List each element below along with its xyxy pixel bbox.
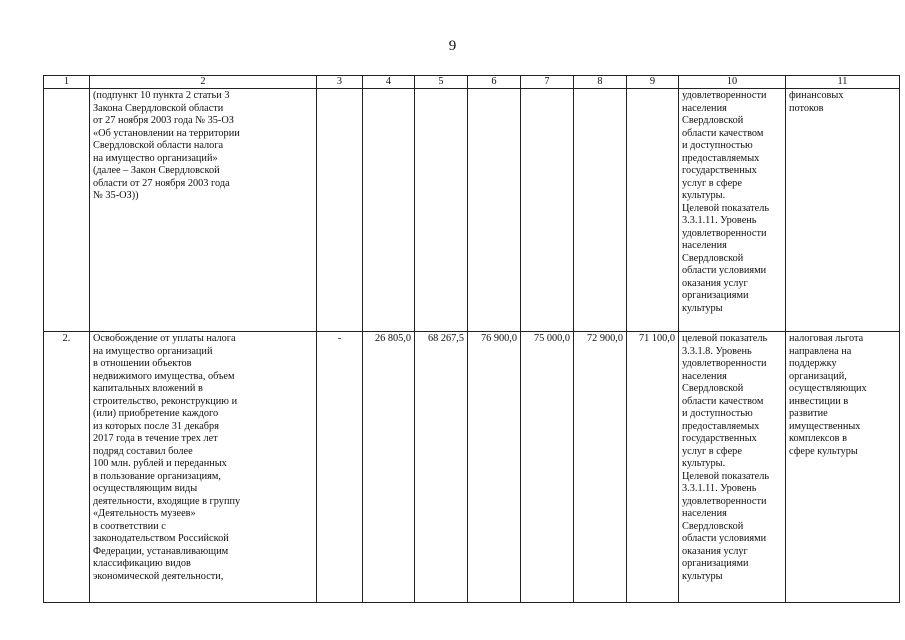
column-header: 8 bbox=[574, 76, 627, 89]
value-cell bbox=[415, 89, 468, 332]
column-header: 6 bbox=[468, 76, 521, 89]
column-header: 5 bbox=[415, 76, 468, 89]
description-cell: Освобождение от уплаты налога на имущество организаций в отношении объектов недвижимого имущества, объем капитальных вложений в строительство, реконструкцию и (или) приобретение каждого из которых после 31 декабря 2017 года в течение трех лет подряд составил более 100 млн. рублей и переданных в пользование организациям, осуществляющим виды деятельности, входящие в группу «Деятельность музеев» в соответствии с законодательством Российской Федерации, устанавливающим классификацию видов экономической деятельности, bbox=[90, 332, 317, 603]
row-number-cell: 2. bbox=[44, 332, 90, 603]
value-cell: - bbox=[317, 332, 363, 603]
value-cell bbox=[627, 89, 679, 332]
column-header: 1 bbox=[44, 76, 90, 89]
data-table bbox=[43, 75, 900, 603]
table-row bbox=[44, 332, 900, 603]
value-cell bbox=[468, 89, 521, 332]
value-cell: 75 000,0 bbox=[521, 332, 574, 603]
value-cell: 71 100,0 bbox=[627, 332, 679, 603]
table-header-row bbox=[44, 76, 900, 89]
value-cell bbox=[574, 89, 627, 332]
value-cell bbox=[317, 89, 363, 332]
note-cell: финансовых потоков bbox=[786, 89, 900, 332]
value-cell bbox=[521, 89, 574, 332]
column-header: 11 bbox=[786, 76, 900, 89]
value-cell bbox=[363, 89, 415, 332]
table-row bbox=[44, 89, 900, 332]
page-number: 9 bbox=[448, 38, 457, 54]
value-cell: 72 900,0 bbox=[574, 332, 627, 603]
indicator-cell: целевой показатель 3.3.1.8. Уровень удовлетворенности населения Свердловской области качеством и доступностью предоставляемых государственных услуг в сфере культуры. Целевой показатель 3.3.1.11. Уровень удовлетворенности населения Свердловской области условиями оказания услуг организациями культуры bbox=[679, 332, 786, 603]
value-cell: 76 900,0 bbox=[468, 332, 521, 603]
row-number-cell bbox=[44, 89, 90, 332]
description-cell: (подпункт 10 пункта 2 статьи 3 Закона Свердловской области от 27 ноября 2003 года № 35-ОЗ «Об установлении на территории Свердловской области налога на имущество организаций» (далее – Закон Свердловской области от 27 ноября 2003 года № 35-ОЗ)) bbox=[90, 89, 317, 332]
column-header: 2 bbox=[90, 76, 317, 89]
column-header: 9 bbox=[627, 76, 679, 89]
column-header: 3 bbox=[317, 76, 363, 89]
note-cell: налоговая льгота направлена на поддержку организаций, осуществляющих инвестиции в развитие имущественных комплексов в сфере культуры bbox=[786, 332, 900, 603]
column-header: 10 bbox=[679, 76, 786, 89]
value-cell: 68 267,5 bbox=[415, 332, 468, 603]
column-header: 7 bbox=[521, 76, 574, 89]
indicator-cell: удовлетворенности населения Свердловской области качеством и доступностью предоставляемых государственных услуг в сфере культуры. Целевой показатель 3.3.1.11. Уровень удовлетворенности населения Свердловской области условиями оказания услуг организациями культуры bbox=[679, 89, 786, 332]
value-cell: 26 805,0 bbox=[363, 332, 415, 603]
column-header: 4 bbox=[363, 76, 415, 89]
